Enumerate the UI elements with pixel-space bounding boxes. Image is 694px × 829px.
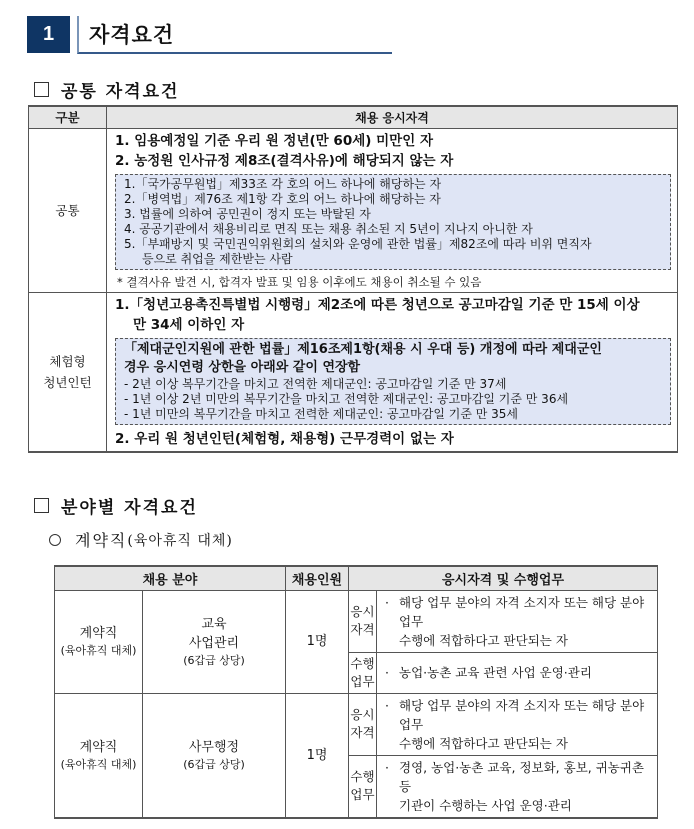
qualification-intern	[107, 293, 678, 453]
requirement-item: 1. 임용예정일 기준 우리 원 정년(만 60세) 미만인 자	[115, 133, 433, 149]
disqualification-line: 1.「국가공무원법」제33조 각 호의 어느 하나에 해당하는 자	[124, 177, 442, 191]
desc-line: 경영, 농업·농촌 교육, 정보화, 홍보, 귀농귀촌 등	[399, 759, 645, 794]
header-qualification: 채용 응시자격	[107, 106, 678, 129]
field-grade: (6갑급 상당)	[183, 757, 245, 771]
qualification-common	[107, 129, 678, 293]
common-requirements-table	[28, 105, 678, 453]
field-line: 사업관리	[188, 635, 240, 651]
common-requirements-heading	[34, 77, 179, 102]
headcount: 1명	[286, 590, 349, 693]
field-requirements-heading	[34, 493, 198, 518]
employment-type	[55, 693, 143, 818]
label-line: 업무	[350, 787, 375, 802]
requirement-item: 1.「청년고용촉진특별법 시행령」제2조에 따른 청년으로 공고마감일 기준 만 15세 이상	[115, 297, 640, 313]
requirement-item: 2. 우리 원 청년인턴(체험형, 채용형) 근무경력이 없는 자	[115, 431, 454, 447]
disqualification-line: 5.「부패방지 및 국민권익위원회의 설치와 운영에 관한 법률」제82조에 따라 비위 면직자	[124, 237, 592, 251]
label-line: 응시	[350, 604, 375, 619]
table-header-row	[55, 566, 658, 590]
section-title-wrap	[77, 16, 392, 54]
desc-line: 농업·농촌 교육 관련 사업 운영·관리	[399, 665, 592, 680]
field-requirements-table	[54, 565, 658, 819]
table-header-row	[29, 106, 678, 129]
type-label: 계약직	[79, 626, 118, 641]
field-line: 교육	[201, 616, 227, 632]
duty-desc	[377, 652, 658, 693]
label-line: 자격	[350, 622, 375, 637]
category-common: 공통	[29, 129, 107, 293]
duty-label	[349, 755, 377, 818]
headcount: 1명	[286, 693, 349, 818]
desc-line: 수행에 적합하다고 판단되는 자	[399, 735, 568, 751]
header-count: 채용인원	[286, 566, 349, 590]
desc-line: 해당 업무 분야의 자격 소지자 또는 해당 분야 업무	[399, 594, 645, 629]
qualification-desc	[377, 590, 658, 652]
table-row	[55, 693, 658, 755]
desc-line: 해당 업무 분야의 자격 소지자 또는 해당 분야 업무	[399, 697, 645, 732]
field-name	[143, 693, 286, 818]
disqualification-line: 4. 공공기관에서 채용비리로 면직 또는 채용 취소된 지 5년이 지나지 아니한 자	[124, 222, 533, 236]
table-row-common	[29, 129, 678, 293]
requirement-item: 2. 농정원 인사규정 제8조(결격사유)에 해당되지 않는 자	[115, 153, 454, 169]
header-field: 채용 분야	[55, 566, 286, 590]
bullet-icon: ·	[385, 665, 389, 680]
section-heading	[27, 16, 392, 54]
veteran-extension-box	[115, 338, 671, 425]
type-sub-label: (육아휴직 대체)	[60, 757, 137, 771]
label-line: 자격	[350, 725, 375, 740]
type-label: 계약직	[79, 739, 118, 755]
desc-line: 기관이 수행하는 사업 운영·관리	[399, 797, 572, 813]
footnote: * 결격사유 발견 시, 합격자 발표 및 임용 이후에도 채용이 취소될 수 있음	[117, 275, 482, 289]
checkbox-square-icon	[34, 82, 49, 97]
veteran-box-title: 경우 응시연령 상한을 아래와 같이 연장함	[124, 360, 361, 375]
duty-desc	[377, 755, 658, 818]
field-line: 사무행정	[188, 739, 240, 755]
header-category: 구분	[29, 106, 107, 129]
field-requirements-title: 분야별 자격요건	[61, 498, 198, 518]
desc-line: 수행에 적합하다고 판단되는 자	[399, 632, 568, 648]
contract-subheading	[49, 528, 233, 551]
veteran-line: - 1년 미만의 복무기간을 마치고 전력한 제대군인: 공고마감일 기준 만 35세	[124, 407, 519, 421]
qualification-label	[349, 693, 377, 755]
contract-subheading-paren: (육아휴직 대체)	[127, 532, 233, 549]
veteran-line: - 1년 이상 2년 미만의 복무기간을 마치고 전역한 제대군인: 공고마감일 기준 만 36세	[124, 392, 569, 406]
disqualification-box	[115, 174, 671, 270]
label-line: 수행	[350, 769, 375, 784]
employment-type	[55, 590, 143, 693]
duty-label	[349, 652, 377, 693]
section-title: 자격요건	[89, 23, 175, 47]
qualification-desc	[377, 693, 658, 755]
checkbox-square-icon	[34, 498, 49, 513]
category-line: 청년인턴	[43, 375, 92, 390]
table-row-intern	[29, 293, 678, 453]
common-requirements-title: 공통 자격요건	[61, 82, 180, 102]
field-grade: (6갑급 상당)	[183, 653, 245, 667]
circle-bullet-icon	[49, 534, 61, 546]
category-intern	[29, 293, 107, 453]
header-duties: 응시자격 및 수행업무	[349, 566, 658, 590]
type-sub-label: (육아휴직 대체)	[60, 644, 137, 657]
contract-subheading-main: 계약직	[75, 531, 128, 550]
section-number-badge: 1	[27, 16, 70, 53]
field-name	[143, 590, 286, 693]
table-row	[55, 590, 658, 652]
disqualification-line: 3. 법률에 의하여 공민권이 정지 또는 박탈된 자	[124, 207, 371, 221]
qualification-label	[349, 590, 377, 652]
bullet-icon: ·	[385, 594, 389, 610]
disqualification-line: 등으로 취업을 제한받는 사람	[142, 252, 293, 266]
disqualification-line: 2.「병역법」제76조 제1항 각 호의 어느 하나에 해당하는 자	[124, 192, 441, 206]
bullet-icon: ·	[385, 697, 389, 713]
veteran-line: - 2년 이상 복무기간을 마치고 전역한 제대군인: 공고마감일 기준 만 37세	[124, 377, 507, 391]
veteran-box-title: 「제대군인지원에 관한 법률」제16조제1항(채용 시 우대 등) 개정에 따라 제대군인	[124, 342, 602, 357]
label-line: 수행	[350, 655, 375, 671]
label-line: 응시	[350, 707, 375, 722]
label-line: 업무	[350, 673, 375, 689]
requirement-item-cont: 만 34세 이하인 자	[133, 317, 245, 333]
category-line: 체험형	[49, 354, 86, 369]
bullet-icon: ·	[385, 759, 389, 775]
